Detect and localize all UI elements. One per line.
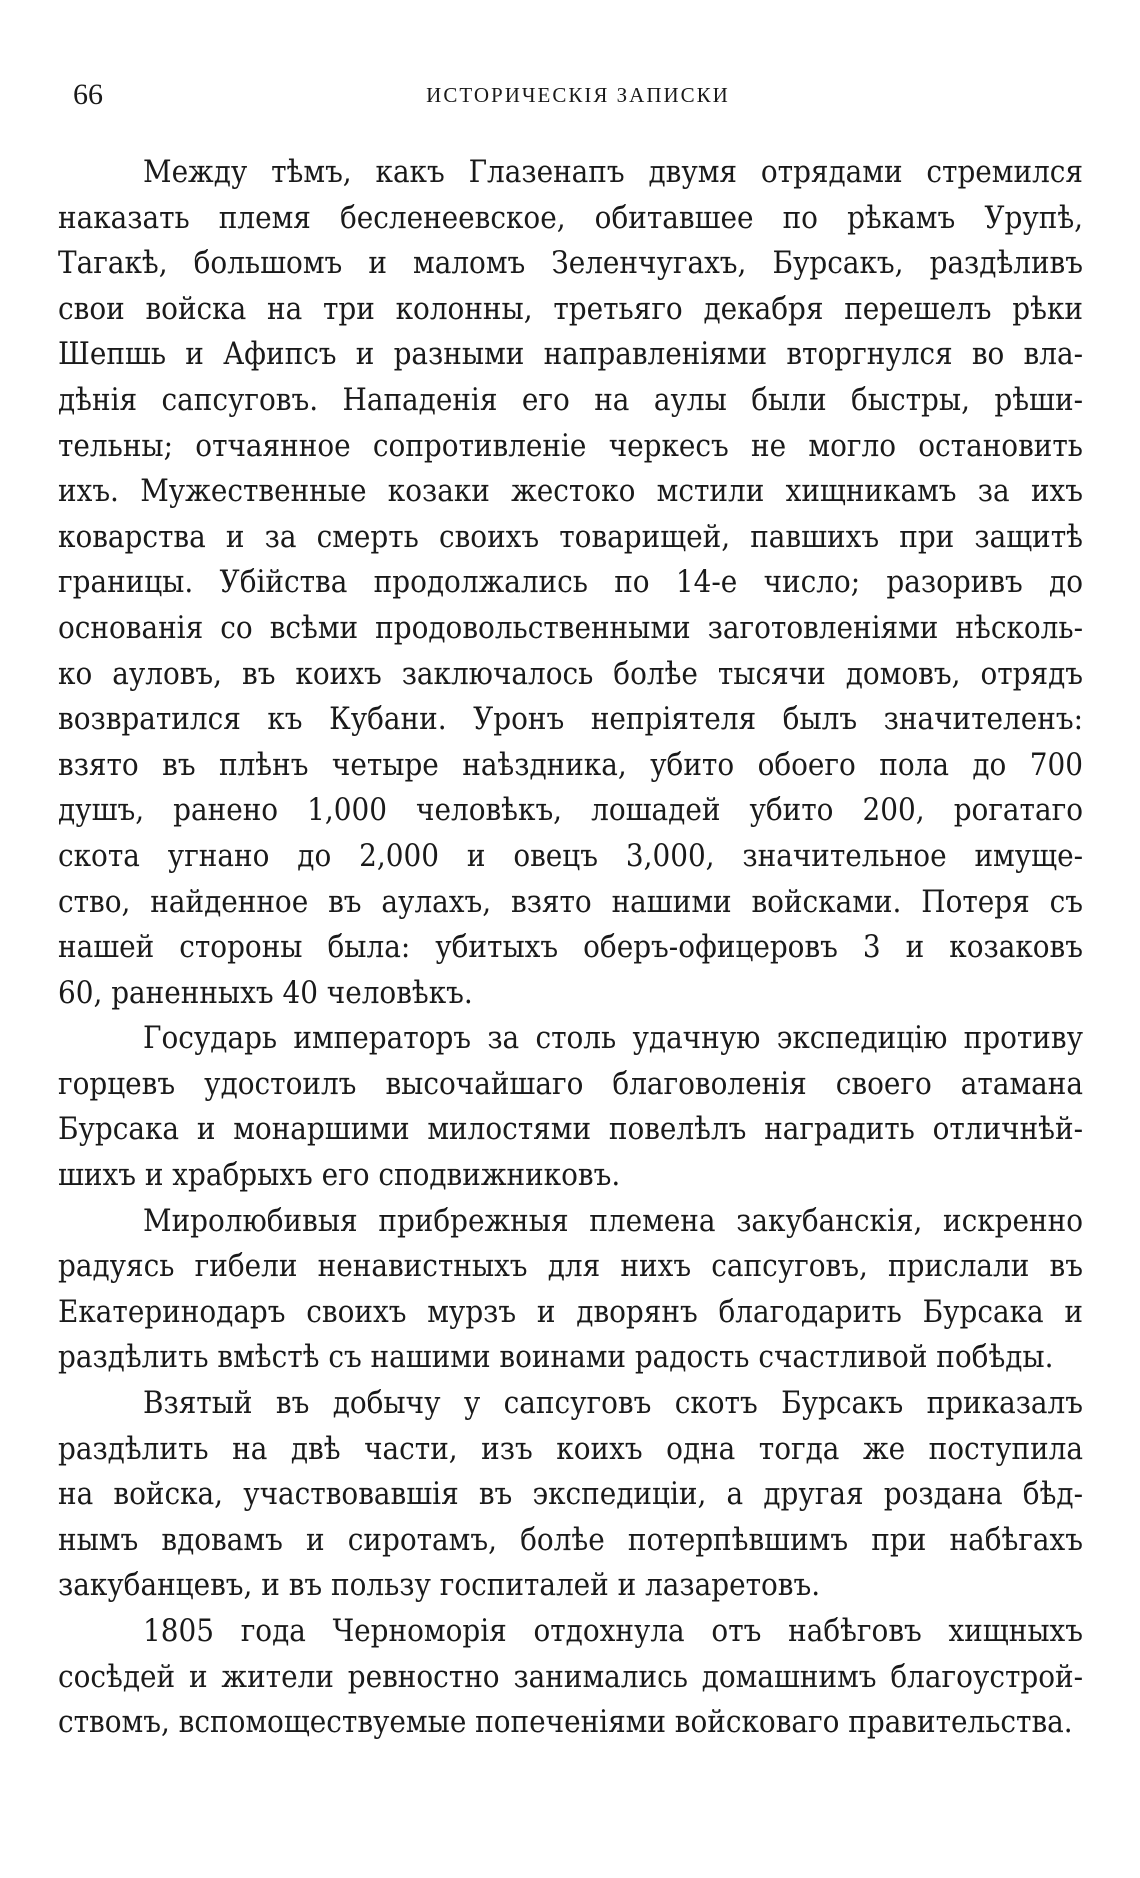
text-line: наказать племя бесленеевское, обитавшее по рѣкамъ Урупѣ, <box>58 199 1083 236</box>
text-line: 60, раненныхъ 40 человѣкъ. <box>58 974 473 1011</box>
page-header <box>73 70 1083 120</box>
text-line: взято въ плѣнъ четыре наѣздника, убито обоего пола до 700 <box>58 746 1083 783</box>
paragraph <box>58 150 1083 1016</box>
text-line: нымъ вдовамъ и сиротамъ, болѣе потерпѣвшимъ при набѣгахъ <box>58 1521 1083 1558</box>
text-line: Между тѣмъ, какъ Глазенапъ двумя отрядами стремился <box>143 154 1083 190</box>
text-line: закубанцевъ, и въ пользу госпиталей и лазаретовъ. <box>58 1567 821 1604</box>
text-line: ко ауловъ, въ коихъ заключалось болѣе тысячи домовъ, отрядъ <box>58 655 1083 692</box>
paragraph <box>58 1609 1083 1746</box>
text-line: тельны; отчаянное сопротивленіе черкесъ не могло остановить <box>58 427 1083 464</box>
running-title: ИСТОРИЧЕСКІЯ ЗАПИСКИ <box>426 83 730 107</box>
text-line: Екатеринодаръ своихъ мурзъ и дворянъ благодарить Бурсака и <box>58 1293 1083 1330</box>
text-line: свои войска на три колонны, третьяго декабря перешелъ рѣки <box>58 290 1083 327</box>
body-text <box>58 150 1083 1746</box>
text-line: шихъ и храбрыхъ его сподвижниковъ. <box>58 1157 621 1194</box>
text-line: нашей стороны была: убитыхъ оберъ-офицеровъ 3 и козаковъ <box>58 929 1083 966</box>
text-line: ствомъ, вспомоществуемые попеченіями войсковаго правительства. <box>58 1704 1073 1741</box>
text-line: сосѣдей и жители ревностно занимались домашнимъ благоустрой- <box>58 1658 1083 1695</box>
text-line: основанія со всѣми продовольственными заготовленіями нѣсколь- <box>58 609 1083 646</box>
text-line: границы. Убійства продолжались по 14-е число; разоривъ до <box>58 564 1083 601</box>
paragraph <box>58 1016 1083 1198</box>
text-line: горцевъ удостоилъ высочайшаго благоволенія своего атамана <box>58 1065 1083 1102</box>
text-line: Тагакѣ, большомъ и маломъ Зеленчугахъ, Бурсакъ, раздѣливъ <box>58 245 1083 282</box>
text-line: 1805 года Черноморія отдохнула отъ набѣговъ хищныхъ <box>143 1613 1083 1649</box>
text-line: ство, найденное въ аулахъ, взято нашими войсками. Потеря съ <box>58 883 1083 920</box>
text-line: Миролюбивыя прибрежныя племена закубанскія, искренно <box>143 1202 1083 1239</box>
text-line: душъ, ранено 1,000 человѣкъ, лошадей убито 200, рогатаго <box>58 792 1083 829</box>
text-line: Государь императоръ за столь удачную экспедицію противу <box>143 1020 1083 1057</box>
text-line: ихъ. Мужественные козаки жестоко мстили хищникамъ за ихъ <box>58 473 1083 510</box>
text-line: Взятый въ добычу у сапсуговъ скотъ Бурсакъ приказалъ <box>143 1385 1083 1422</box>
paragraph <box>58 1381 1083 1609</box>
page-number: 66 <box>73 78 103 111</box>
text-line: Шепшь и Афипсъ и разными направленіями вторгнулся во вла- <box>58 336 1083 373</box>
text-line: возвратился къ Кубани. Уронъ непріятеля былъ значителенъ: <box>58 701 1083 738</box>
text-line: раздѣлить на двѣ части, изъ коихъ одна тогда же поступила <box>58 1430 1083 1467</box>
text-line: радуясь гибели ненавистныхъ для нихъ сапсуговъ, прислали въ <box>58 1248 1083 1285</box>
text-line: коварства и за смерть своихъ товарищей, павшихъ при защитѣ <box>58 518 1083 555</box>
text-line: раздѣлить вмѣстѣ съ нашими воинами радость счастливой побѣды. <box>58 1339 1054 1376</box>
text-line: скота угнано до 2,000 и овецъ 3,000, значительное имуще- <box>58 837 1083 874</box>
text-line: на войска, участвовавшія въ экспедиціи, а другая роздана бѣд- <box>58 1476 1083 1513</box>
text-line: дѣнія сапсуговъ. Нападенія его на аулы были быстры, рѣши- <box>58 381 1083 418</box>
paragraph <box>58 1199 1083 1381</box>
text-line: Бурсака и монаршими милостями повелѣлъ наградить отличнѣй- <box>58 1111 1083 1148</box>
